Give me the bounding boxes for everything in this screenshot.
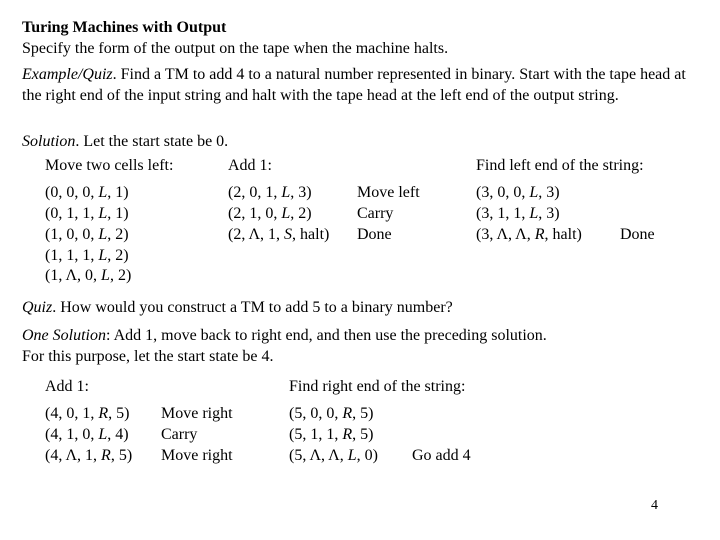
move-left-row: (0, 0, 0, L, 1) — [45, 184, 129, 201]
move-left-row: (0, 1, 1, L, 1) — [45, 205, 129, 222]
solution-text: . Let the start state be 0. — [75, 133, 229, 150]
purpose-line: For this purpose, let the start state be 4. — [22, 348, 274, 365]
add1-note-2: Move right — [161, 447, 233, 464]
quiz-line — [22, 298, 453, 318]
one-solution-label: One Solution — [22, 327, 106, 344]
quiz-label: Quiz — [22, 299, 53, 316]
find-right-note: Go add 4 — [412, 447, 471, 464]
find-left-note: Done — [620, 226, 655, 243]
page-number: 4 — [651, 498, 658, 513]
page-title: Turing Machines with Output — [22, 19, 227, 36]
add1-row: (2, 1, 0, L, 2) — [228, 205, 312, 222]
find-left-row: (3, 0, 0, L, 3) — [476, 184, 560, 201]
add1-header-2: Add 1: — [45, 378, 89, 395]
move-left-header: Move two cells left: — [45, 157, 174, 174]
one-solution-text: : Add 1, move back to right end, and then use the preceding solution. — [106, 327, 547, 344]
find-right-row: (5, 1, 1, R, 5) — [289, 426, 374, 443]
add1-row: (2, Λ, 1, S, halt) — [228, 226, 330, 243]
add1-note-2: Carry — [161, 426, 198, 443]
add1-row-2: (4, Λ, 1, R, 5) — [45, 447, 133, 464]
add1-header: Add 1: — [228, 157, 272, 174]
solution-label: Solution — [22, 133, 76, 150]
find-right-header: Find right end of the string: — [289, 378, 466, 395]
move-left-row: (1, 0, 0, L, 2) — [45, 226, 129, 243]
add1-note: Move left — [357, 184, 420, 201]
add1-row: (2, 0, 1, L, 3) — [228, 184, 312, 201]
add1-note: Done — [357, 226, 392, 243]
quiz-text: . How would you construct a TM to add 5 to a binary number? — [52, 299, 453, 316]
example-label: Example/Quiz — [22, 66, 113, 83]
add1-row-2: (4, 0, 1, R, 5) — [45, 405, 130, 422]
find-left-row: (3, 1, 1, L, 3) — [476, 205, 560, 222]
example-text: . Find a TM to add 4 to a natural number represented in binary. Start with the tape head at the right end of the input string and halt with the tape head at the left end of the output string. — [22, 66, 686, 104]
add1-note: Carry — [357, 205, 394, 222]
solution-line — [22, 132, 228, 152]
add1-note-2: Move right — [161, 405, 233, 422]
find-right-row: (5, Λ, Λ, L, 0) — [289, 447, 378, 464]
find-left-header: Find left end of the string: — [476, 157, 644, 174]
add1-row-2: (4, 1, 0, L, 4) — [45, 426, 129, 443]
find-right-row: (5, 0, 0, R, 5) — [289, 405, 374, 422]
find-left-row: (3, Λ, Λ, R, halt) — [476, 226, 582, 243]
intro-text: Specify the form of the output on the tape when the machine halts. — [22, 40, 449, 57]
move-left-row: (1, 1, 1, L, 2) — [45, 247, 129, 264]
move-left-row: (1, Λ, 0, L, 2) — [45, 267, 132, 284]
example-paragraph — [22, 64, 690, 106]
one-solution-line — [22, 326, 547, 346]
